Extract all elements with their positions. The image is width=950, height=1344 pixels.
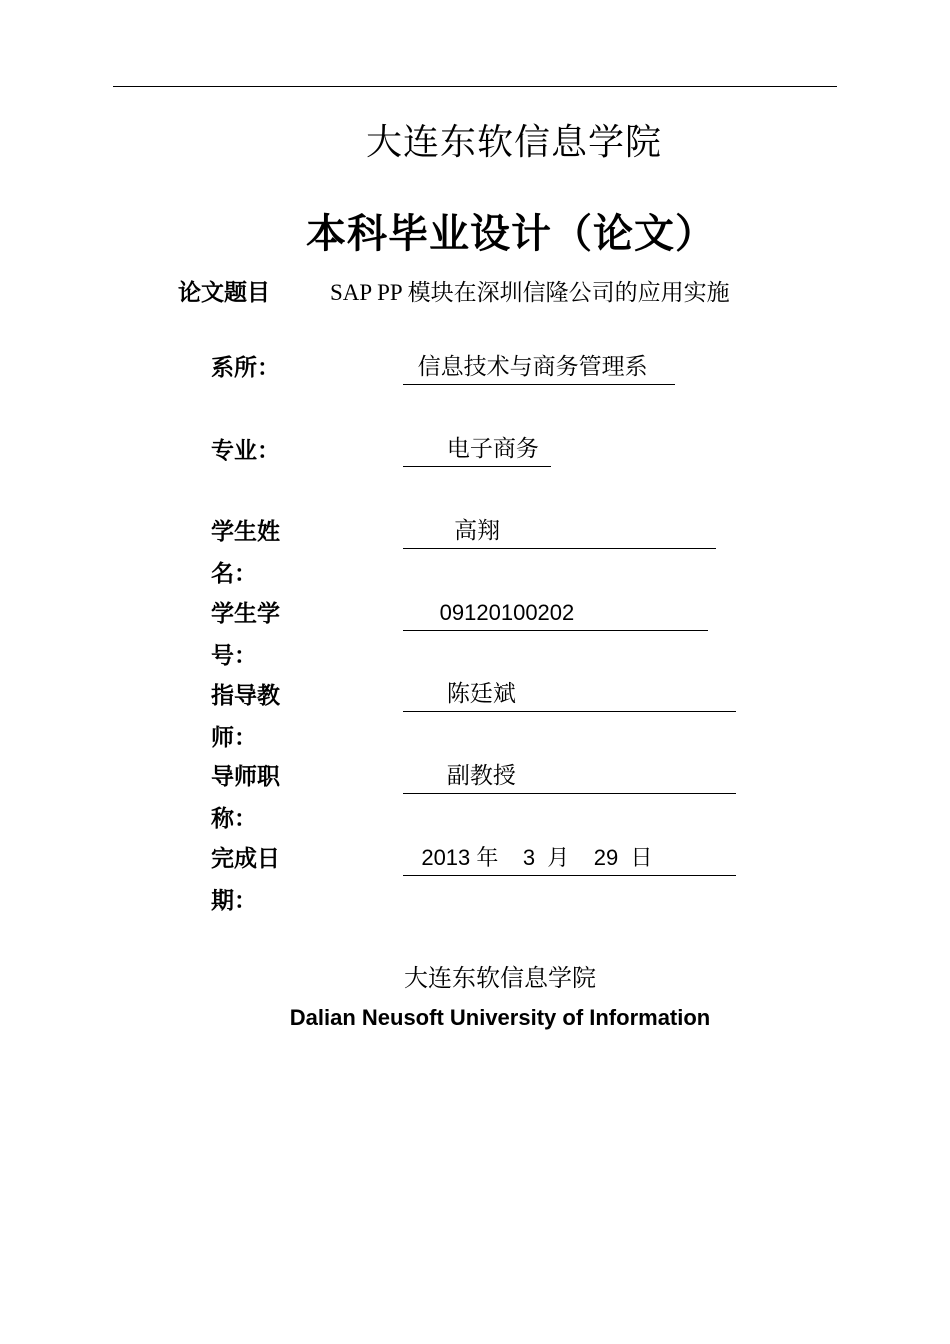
footer-english-name: Dalian Neusoft University of Information bbox=[289, 1005, 711, 1030]
field-value-completion-date: 2013 年 3 月 29 日 bbox=[403, 841, 736, 876]
field-label-student-id: 学生学号： bbox=[211, 601, 280, 669]
footer-school-name: 大连东软信息学院 bbox=[404, 964, 596, 992]
field-label-advisor: 指导教师： bbox=[211, 683, 280, 751]
top-rule bbox=[113, 86, 837, 87]
field-label-department: 系所： bbox=[211, 355, 280, 381]
thesis-heading: 本科毕业设计（论文） bbox=[306, 211, 716, 257]
field-label-completion-date: 完成日期： bbox=[211, 846, 280, 914]
topic-value-latin: SAP PP bbox=[330, 280, 408, 305]
field-label-student-name: 学生姓名： bbox=[211, 519, 280, 587]
field-value-student-name: 高翔 bbox=[403, 514, 716, 549]
field-value-department: 信息技术与商务管理系 bbox=[403, 350, 675, 385]
topic-value bbox=[330, 274, 730, 307]
field-value-student-id: 09120100202 bbox=[403, 596, 708, 631]
field-label-advisor-title: 导师职称： bbox=[211, 764, 280, 832]
topic-label: 论文题目 bbox=[178, 280, 270, 306]
field-value-advisor: 陈廷斌 bbox=[403, 677, 736, 712]
field-label-major: 专业： bbox=[211, 438, 280, 464]
field-value-advisor-title: 副教授 bbox=[403, 759, 736, 794]
field-value-major: 电子商务 bbox=[403, 432, 551, 467]
school-name-heading: 大连东软信息学院 bbox=[365, 122, 662, 163]
topic-value-cjk: 模块在深圳信隆公司的应用实施 bbox=[407, 280, 730, 306]
